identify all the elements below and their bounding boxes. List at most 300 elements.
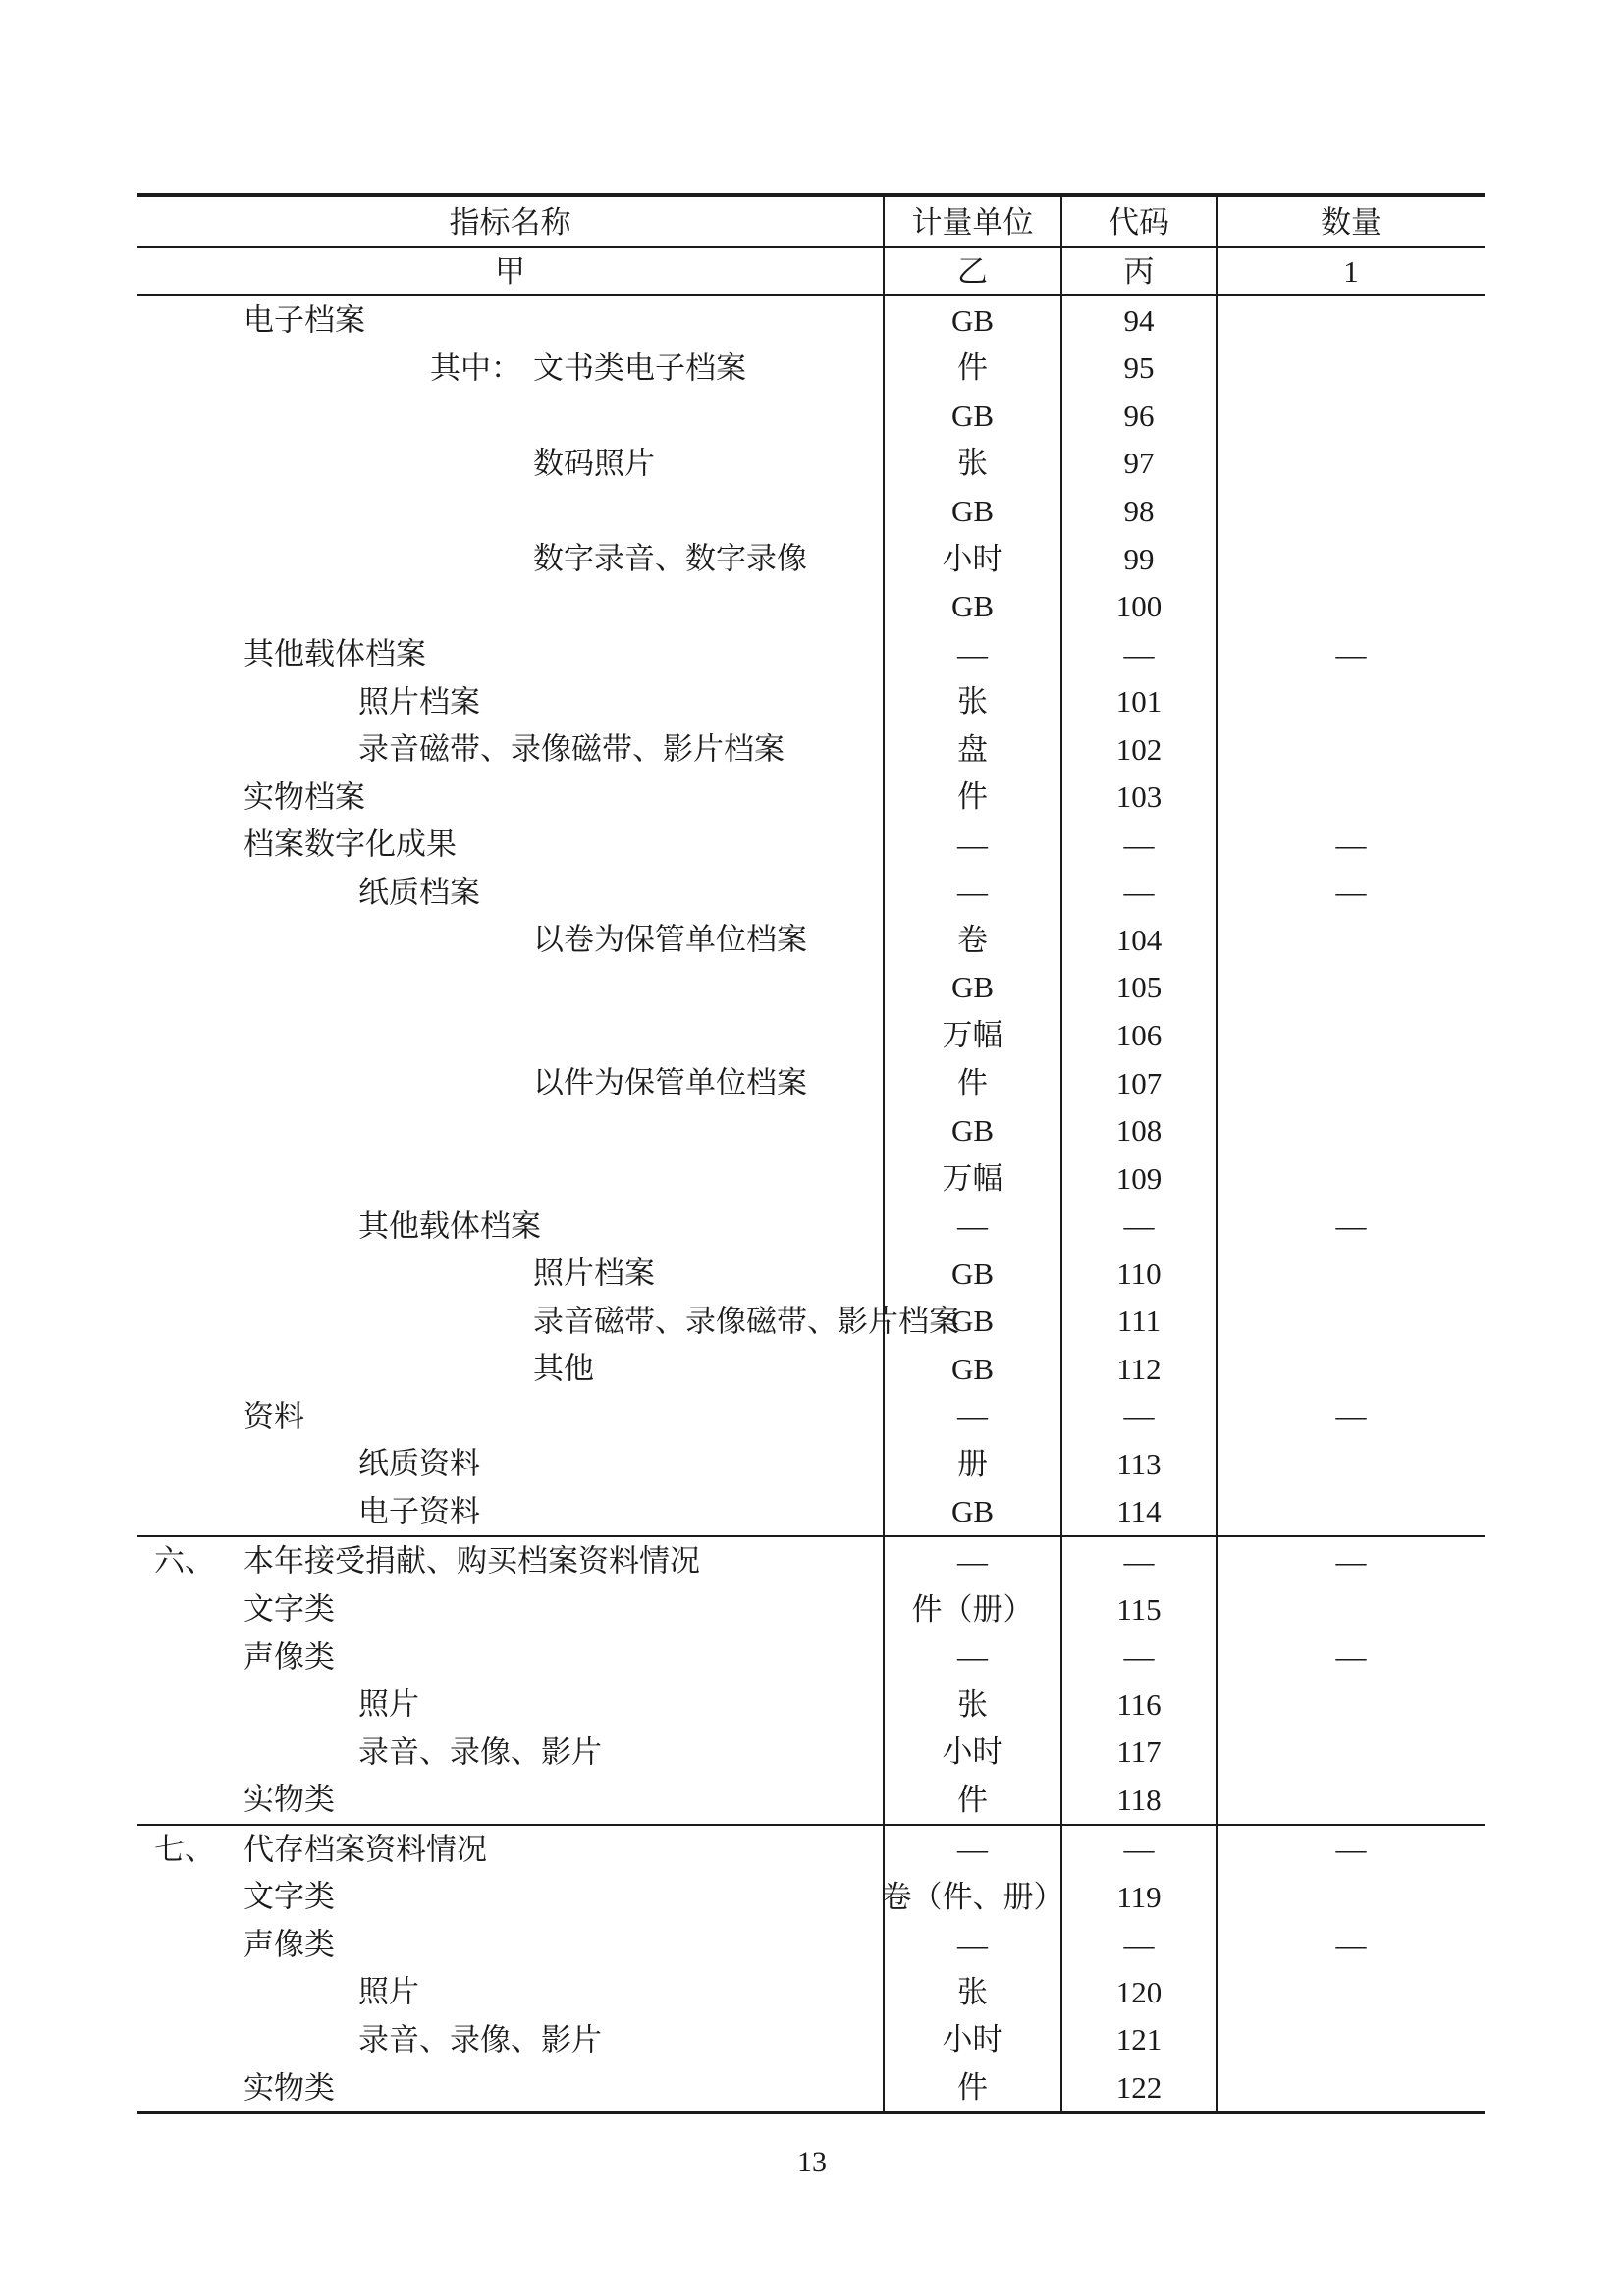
code-cell-text: 105 [1115,970,1163,1005]
code-cell-text: 122 [1115,2070,1163,2105]
unit-cell [883,1440,1060,1488]
code-cell-text: 113 [1116,1446,1162,1481]
unit-cell-text: 小时 [942,541,1003,576]
quantity-cell [1216,1681,1485,1729]
code-cell-text: 119 [1116,1879,1162,1914]
indicator-cell [137,1776,883,1824]
indicator-cell [137,345,883,393]
subheader-yi-label: 乙 [957,254,988,289]
unit-cell-text: — [957,827,988,862]
indicator-cell [137,821,883,869]
unit-cell [883,773,1060,821]
code-cell-text: — [1123,1208,1155,1244]
code-cell-text: 120 [1115,1974,1163,2009]
table-row [137,392,1485,440]
indicator-cell [137,1059,883,1107]
quantity-cell-text: — [1335,1543,1367,1578]
indicator-cell [137,1154,883,1202]
indicator-cell [137,1873,883,1921]
code-cell-text: — [1123,827,1155,862]
quantity-cell [1216,1154,1485,1202]
quantity-cell [1216,2016,1485,2064]
unit-cell [883,1537,1060,1585]
indicator-label: 声像类 [244,1639,335,1675]
indicator-cell [137,1201,883,1250]
indicator-cell [137,1632,883,1681]
table-row [137,1776,1485,1824]
unit-cell-text: 万幅 [942,1160,1003,1196]
indicator-label: 电子资料 [358,1494,480,1529]
indicator-label: 其他 [533,1351,594,1386]
unit-cell [883,869,1060,917]
quantity-cell [1216,2063,1485,2111]
header-code-label: 代码 [1109,204,1169,240]
code-cell-text: 106 [1115,1017,1163,1052]
unit-cell [883,1106,1060,1154]
table-row [137,916,1485,964]
header-code [1060,197,1216,246]
unit-cell [883,677,1060,725]
unit-cell-text: — [957,1639,988,1675]
code-cell [1060,1873,1216,1921]
unit-cell-text: — [957,1208,988,1244]
table-row [137,1154,1485,1202]
table-row [137,630,1485,678]
quantity-cell [1216,440,1485,488]
code-cell [1060,296,1216,345]
header-unit [883,197,1060,246]
code-cell [1060,916,1216,964]
table-header-row [137,197,1485,248]
quantity-cell [1216,1345,1485,1393]
indicator-cell [137,1393,883,1441]
unit-cell-text: — [957,636,988,671]
table-row [137,1250,1485,1298]
indicator-cell [137,1440,883,1488]
unit-cell [883,1059,1060,1107]
table-row [137,1488,1485,1536]
code-cell-text: 108 [1115,1113,1163,1148]
table-row [137,1345,1485,1393]
indicator-label: 录音、录像、影片 [358,2022,602,2057]
section-number: 六、 [154,1543,215,1578]
quantity-cell [1216,964,1485,1012]
unit-cell-text: 张 [957,1974,988,2009]
unit-cell-text: GB [950,1494,995,1529]
unit-cell [883,1011,1060,1059]
code-cell-text: 109 [1115,1160,1163,1196]
table-row [137,487,1485,535]
indicator-cell [137,535,883,583]
indicator-cell [137,2016,883,2064]
indicator-label: 电子档案 [244,302,365,338]
unit-cell-text: 卷 [957,922,988,957]
code-cell [1060,869,1216,917]
indicator-label: 数码照片 [533,446,655,481]
unit-cell-text: 件（册） [911,1591,1034,1627]
code-cell-text: 101 [1115,684,1163,720]
indicator-label: 照片档案 [533,1255,655,1291]
indicator-cell [137,440,883,488]
code-cell [1060,1393,1216,1441]
indicator-label: 文书类电子档案 [533,350,746,386]
quantity-cell [1216,1059,1485,1107]
table-row [137,773,1485,821]
code-cell-text: 115 [1116,1591,1162,1627]
unit-cell-text: — [957,1399,988,1434]
unit-cell-text: 万幅 [942,1017,1003,1052]
unit-cell [883,821,1060,869]
indicator-cell [137,677,883,725]
code-cell [1060,1488,1216,1536]
quantity-cell [1216,1968,1485,2016]
table-row [137,296,1485,345]
code-cell-text: 95 [1123,350,1155,386]
quantity-cell [1216,1728,1485,1776]
unit-cell-text: 张 [957,446,988,481]
header-indicator-name-label: 指标名称 [449,204,571,240]
quantity-cell [1216,1585,1485,1633]
unit-cell [883,1345,1060,1393]
unit-cell [883,1826,1060,1874]
subheader-one [1216,248,1485,294]
quantity-cell [1216,1011,1485,1059]
code-cell [1060,677,1216,725]
quantity-cell [1216,869,1485,917]
unit-cell [883,1585,1060,1633]
indicator-cell [137,869,883,917]
quantity-cell [1216,725,1485,774]
unit-cell [883,1201,1060,1250]
unit-cell-text: — [957,1927,988,1962]
unit-cell-text: 卷（件、册） [881,1879,1064,1914]
code-cell [1060,773,1216,821]
subheader-bing [1060,248,1216,294]
code-cell [1060,2063,1216,2111]
code-cell [1060,1537,1216,1585]
unit-cell-text: 张 [957,684,988,720]
indicator-cell [137,630,883,678]
quantity-cell [1216,1537,1485,1585]
quantity-cell [1216,773,1485,821]
quantity-cell [1216,582,1485,630]
table-row [137,1106,1485,1154]
indicator-label: 录音磁带、录像磁带、影片档案 [358,731,785,767]
quantity-cell [1216,487,1485,535]
unit-cell-text: 盘 [957,731,988,767]
code-cell-text: 117 [1116,1735,1162,1770]
quantity-cell [1216,1826,1485,1874]
unit-cell [883,2016,1060,2064]
code-cell [1060,2016,1216,2064]
unit-cell [883,1968,1060,2016]
quantity-cell [1216,392,1485,440]
code-cell-text: 116 [1116,1686,1162,1722]
indicator-cell [137,1826,883,1874]
section-number: 七、 [154,1832,215,1867]
indicator-cell [137,773,883,821]
subheader-one-label: 1 [1343,254,1359,289]
quantity-cell [1216,1776,1485,1824]
indicator-label: 本年接受捐献、购买档案资料情况 [244,1543,700,1578]
quantity-cell-text: — [1335,636,1367,671]
code-cell [1060,1250,1216,1298]
table-row [137,1201,1485,1250]
code-cell-text: — [1123,1543,1155,1578]
indicator-label: 以件为保管单位档案 [533,1065,807,1100]
quantity-cell-text: — [1335,1208,1367,1244]
quantity-cell-text: — [1335,827,1367,862]
code-cell [1060,1728,1216,1776]
code-cell [1060,964,1216,1012]
unit-cell-text: 小时 [942,1735,1003,1770]
unit-cell-text: 件 [957,1065,988,1100]
code-cell-text: 98 [1123,493,1155,528]
code-cell-text: 100 [1115,589,1163,624]
quantity-cell [1216,916,1485,964]
table-row [137,1728,1485,1776]
code-cell [1060,1201,1216,1250]
header-indicator-name [137,197,883,246]
indicator-label: 其他载体档案 [358,1208,541,1244]
quantity-cell [1216,1488,1485,1536]
table-row [137,1440,1485,1488]
code-cell [1060,1011,1216,1059]
unit-cell-text: 件 [957,779,988,815]
unit-cell-text: GB [950,1351,995,1386]
unit-cell-text: GB [950,970,995,1005]
indicator-label: 声像类 [244,1927,335,1962]
quantity-cell [1216,1297,1485,1345]
unit-cell-text: — [957,875,988,910]
indicator-cell [137,1537,883,1585]
code-cell-text: 111 [1116,1304,1162,1339]
indicator-cell [137,582,883,630]
unit-cell [883,916,1060,964]
unit-cell [883,2063,1060,2111]
table-row [137,1681,1485,1729]
code-cell [1060,1345,1216,1393]
code-cell [1060,1059,1216,1107]
code-cell-text: 121 [1115,2022,1163,2057]
indicator-cell [137,1681,883,1729]
indicator-cell [137,487,883,535]
unit-cell-text: GB [950,493,995,528]
unit-cell-text: 件 [957,1782,988,1817]
unit-cell [883,487,1060,535]
unit-cell-text: 册 [957,1446,988,1481]
table-row [137,869,1485,917]
table-row [137,1297,1485,1345]
quantity-cell [1216,1201,1485,1250]
indicator-cell [137,1585,883,1633]
indicator-cell [137,916,883,964]
unit-cell [883,1728,1060,1776]
table-row [137,964,1485,1012]
indicator-label: 以卷为保管单位档案 [533,922,807,957]
indicator-cell [137,1250,883,1298]
header-quantity [1216,197,1485,246]
table-row [137,677,1485,725]
table-row [137,2016,1485,2064]
code-cell [1060,440,1216,488]
table-row [137,1393,1485,1441]
code-cell [1060,1776,1216,1824]
code-cell [1060,1632,1216,1681]
indicator-label: 文字类 [244,1879,335,1914]
quantity-cell-text: — [1335,1639,1367,1675]
indicator-label: 代存档案资料情况 [244,1832,487,1867]
code-cell [1060,1297,1216,1345]
quantity-cell [1216,630,1485,678]
subheader-yi [883,248,1060,294]
code-cell-text: 104 [1115,922,1163,957]
quantity-cell [1216,535,1485,583]
unit-cell [883,725,1060,774]
code-cell-text: — [1123,1832,1155,1867]
code-cell-text: 96 [1123,398,1155,433]
indicator-cell [137,1968,883,2016]
unit-cell [883,1393,1060,1441]
unit-cell-text: GB [950,1304,995,1339]
code-cell [1060,582,1216,630]
code-cell-text: — [1123,1927,1155,1962]
code-cell-text: 112 [1116,1351,1162,1386]
code-cell [1060,1106,1216,1154]
unit-cell-text: — [957,1832,988,1867]
header-unit-label: 计量单位 [911,204,1034,240]
indicator-label: 纸质档案 [358,875,480,910]
indicator-cell [137,964,883,1012]
indicator-cell [137,1106,883,1154]
unit-cell-text: 张 [957,1686,988,1722]
indicator-cell [137,1488,883,1536]
code-cell [1060,1585,1216,1633]
table-row [137,1968,1485,2016]
table-row [137,345,1485,393]
code-cell [1060,1681,1216,1729]
indicator-label: 数字录音、数字录像 [533,541,807,576]
quantity-cell-text: — [1335,875,1367,910]
indicator-label: 其他载体档案 [244,636,426,671]
qizhong-label: 其中： [430,350,521,386]
code-cell [1060,821,1216,869]
indicator-cell [137,392,883,440]
indicator-label: 实物类 [244,1782,335,1817]
subheader-bing-label: 丙 [1123,254,1155,289]
indicator-cell [137,1345,883,1393]
quantity-cell [1216,677,1485,725]
unit-cell [883,535,1060,583]
unit-cell [883,1632,1060,1681]
unit-cell-text: 小时 [942,2022,1003,2057]
unit-cell [883,345,1060,393]
quantity-cell-text: — [1335,1927,1367,1962]
table-subheader-row [137,248,1485,296]
code-cell-text: 103 [1115,779,1163,815]
table-row [137,821,1485,869]
table-row [137,1585,1485,1633]
code-cell-text: 97 [1123,446,1155,481]
code-cell-text: 114 [1116,1494,1162,1529]
table-row [137,535,1485,583]
quantity-cell [1216,1250,1485,1298]
unit-cell [883,630,1060,678]
unit-cell-text: 件 [957,350,988,386]
unit-cell [883,1488,1060,1536]
quantity-cell [1216,1106,1485,1154]
indicator-cell [137,1297,959,1345]
indicator-label: 照片档案 [358,684,480,720]
code-cell [1060,630,1216,678]
unit-cell [883,1250,1060,1298]
code-cell-text: 102 [1115,731,1163,767]
code-cell-text: 110 [1116,1255,1162,1291]
table-row [137,1059,1485,1107]
unit-cell [883,1681,1060,1729]
quantity-cell [1216,1393,1485,1441]
quantity-cell [1216,345,1485,393]
quantity-cell [1216,296,1485,345]
code-cell-text: — [1123,1639,1155,1675]
quantity-cell [1216,1632,1485,1681]
quantity-cell [1216,821,1485,869]
unit-cell [883,1154,1060,1202]
code-cell [1060,392,1216,440]
code-cell [1060,1921,1216,1969]
indicator-cell [137,725,883,774]
statistics-table [137,193,1485,2114]
code-cell-text: 99 [1123,541,1155,576]
indicator-label: 纸质资料 [358,1446,480,1481]
unit-cell [883,964,1060,1012]
code-cell-text: 107 [1115,1065,1163,1100]
subheader-jia-label: 甲 [495,254,525,289]
indicator-label: 资料 [244,1399,304,1434]
code-cell [1060,725,1216,774]
table-row [137,1921,1485,1969]
table-row [137,725,1485,774]
indicator-cell [137,1011,883,1059]
table-row [137,1011,1485,1059]
unit-cell-text: 件 [957,2070,988,2105]
subheader-jia [137,248,883,294]
code-cell-text: 94 [1123,302,1155,338]
indicator-cell [137,2063,883,2111]
code-cell-text: — [1123,1399,1155,1434]
code-cell-text: — [1123,636,1155,671]
table-row [137,1632,1485,1681]
table-body [137,296,1485,2111]
unit-cell-text: GB [950,398,995,433]
quantity-cell [1216,1873,1485,1921]
unit-cell [883,440,1060,488]
code-cell [1060,1154,1216,1202]
quantity-cell-text: — [1335,1399,1367,1434]
unit-cell-text: GB [950,589,995,624]
code-cell [1060,1440,1216,1488]
indicator-label: 照片 [358,1686,419,1722]
table-row [137,582,1485,630]
indicator-label: 实物档案 [244,779,365,815]
indicator-label: 档案数字化成果 [244,827,457,862]
unit-cell-text: GB [950,1255,995,1291]
table-row [137,440,1485,488]
unit-cell [883,582,1060,630]
table-row [137,1824,1485,1874]
code-cell [1060,1968,1216,2016]
indicator-cell [137,1921,883,1969]
